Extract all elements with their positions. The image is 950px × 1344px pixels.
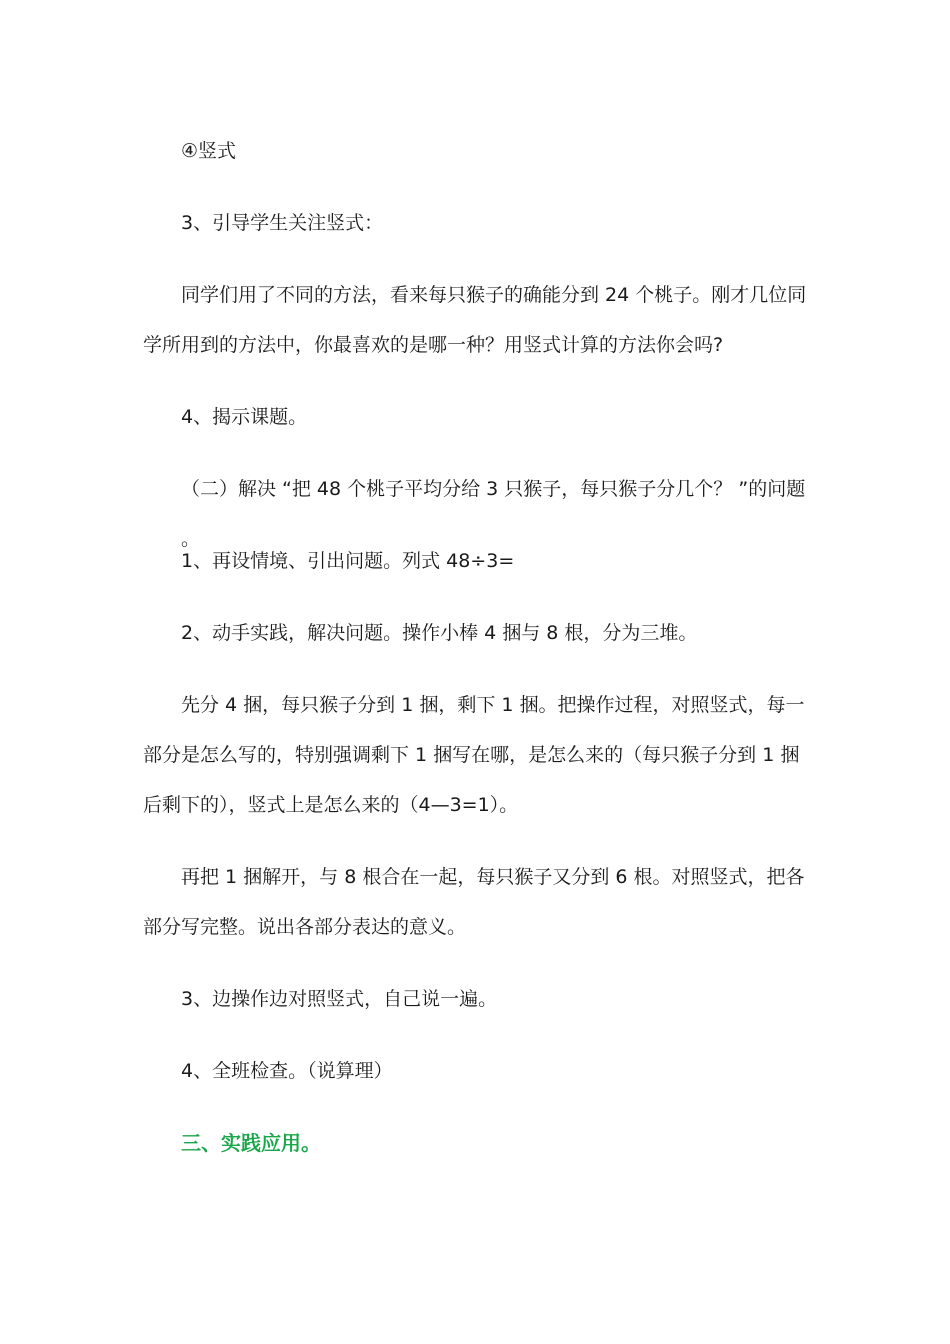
paragraph-step-3: 3、引导学生关注竖式： [181, 212, 384, 234]
paragraph-vertical-form: ④竖式 [181, 140, 237, 162]
paragraph-step-1: 1、再设情境、引出问题。列式 48÷3= [181, 550, 515, 572]
paragraph-step-2: 2、动手实践，解决问题。操作小棒 4 捆与 8 根，分为三堆。 [181, 622, 698, 644]
paragraph-step-4: 4、揭示课题。 [181, 406, 308, 428]
section-heading: 三、实践应用。 [181, 1131, 321, 1155]
paragraph-step-4b: 4、全班检查。（说算理） [181, 1060, 393, 1082]
paragraph-step-3b: 3、边操作边对照竖式，自己说一遍。 [181, 988, 498, 1010]
paragraph-second-division: 再把 1 捆解开，与 8 根合在一起，每只猴子又分到 6 根。对照竖式，把各部分写完整。说出各部分表达的意义。 [143, 866, 805, 938]
paragraph-first-division: 先分 4 捆，每只猴子分到 1 捆，剩下 1 捆。把操作过程，对照竖式，每一部分是怎么写的，特别强调剩下 1 捆写在哪，是怎么来的（每只猴子分到 1 捆后剩下的），竖式上是怎么来的（4—3=1）。 [143, 694, 805, 816]
paragraph-methods: 同学们用了不同的方法，看来每只猴子的确能分到 24 个桃子。刚才几位同学所用到的方法中，你最喜欢的是哪一种？用竖式计算的方法你会吗? [143, 284, 807, 356]
paragraph-part-two: （二）解决 “把 48 个桃子平均分给 3 只猴子，每只猴子分几个？ ”的问题 。 [181, 478, 806, 550]
